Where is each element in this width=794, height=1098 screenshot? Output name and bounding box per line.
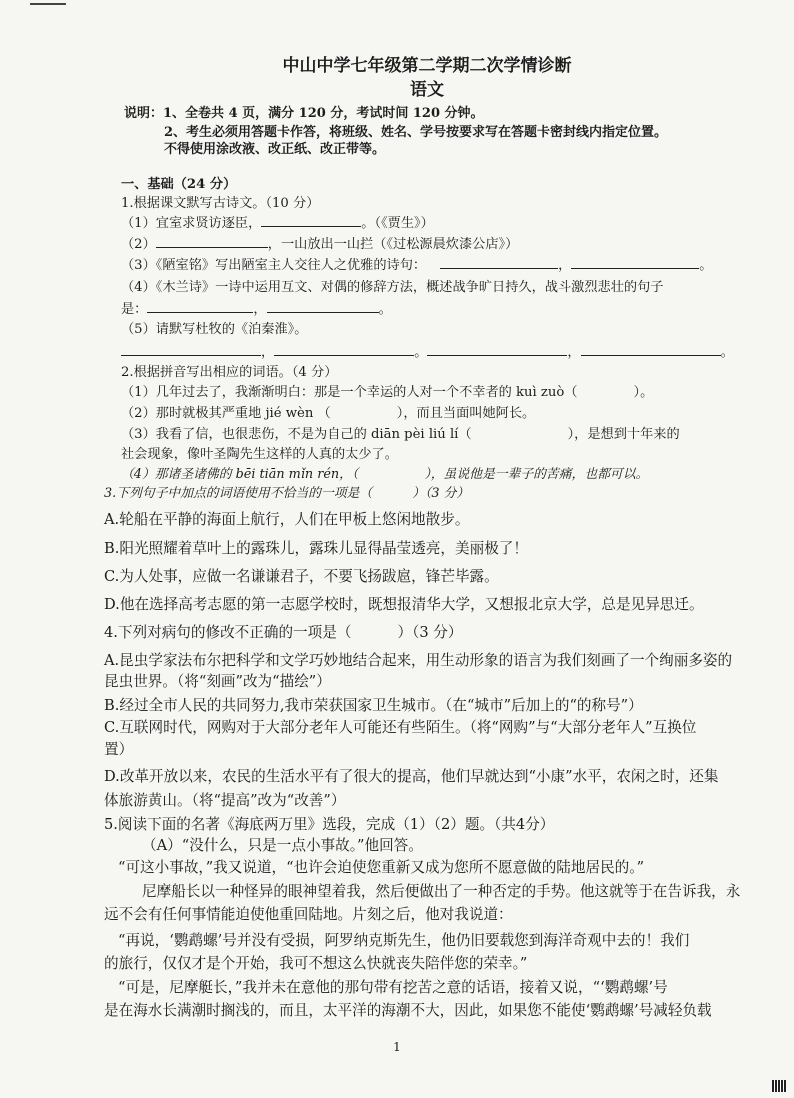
q1-item-1: （1）宜室求贤访逐臣， 。（《贾生》） (121, 216, 434, 231)
top-corner-mark (30, 0, 66, 5)
q3-option-a: A.轮船在平静的海面上航行，人们在甲板上悠闲地散步。 (104, 511, 470, 528)
q4-option-c-line1: C.互联网时代，网购对于大部分老年人可能还有些陌生。（将“网购”与“大部分老年人”互换位 (104, 719, 697, 736)
q3-option-c: C.为人处事，应做一名谦谦君子，不要飞扬跋扈，锋芒毕露。 (104, 568, 499, 585)
q1-item-5: （5）请默写杜牧的《泊秦淮》。 (121, 322, 308, 337)
q5-passage-p3-line2: 远不会有任何事情能迫使他重回陆地。片刻之后，他对我说道： (104, 906, 513, 923)
q2-item-1: （1）几年过去了，我渐渐明白：那是一个幸运的人对一个不幸者的 kuì zuò（ ）。 (121, 385, 654, 400)
q2-item-3-cont: 社会现象，像叶圣陶先生这样的人真的太少了。 (121, 447, 398, 462)
q5-passage-p5-line1: “可是，尼摩艇长，”我并未在意他的那句带有挖苦之意的话语，接着又说，“‘鹦鹉螺’号 (118, 979, 668, 996)
q2-stem: 2.根据拼音写出相应的词语。（4 分） (121, 365, 338, 380)
q4-option-d-line2: 体旅游黄山。（将“提高”改为“改善”） (104, 792, 346, 809)
q5-passage-p1: （A）“没什么，只是一点小事故。”他回答。 (142, 837, 423, 854)
q4-option-c-line2: 置） (104, 741, 134, 758)
q3-option-d: D.他在选择高考志愿的第一志愿学校时，既想报清华大学，又想报北京大学，总是见异思迁。 (104, 596, 704, 613)
q2-item-3: （3）我看了信，也很悲伤，不是为自己的 diān pèi liú lí（ ），是想到十年来的 (121, 427, 680, 442)
exam-title: 中山中学七年级第二学期二次学情诊断 (282, 56, 572, 76)
q4-option-b: B.经过全市人民的共同努力,我市荣获国家卫生城市。（在“城市”后加上的“的称号”） (104, 697, 643, 714)
page-number: 1 (393, 1040, 401, 1054)
q3-stem: 3.下列句子中加点的词语使用不恰当的一项是（ ）（3 分） (104, 486, 470, 501)
q2-item-4: （4）那诸圣诸佛的 bēi tiān mǐn rén，（ ），虽说他是一辈子的苦痛，也都可以。 (121, 467, 649, 482)
q1-item-4: （4）《木兰诗》一诗中运用互文、对偶的修辞方法，概述战争旷日持久，战斗激烈悲壮的句子 (121, 280, 664, 295)
note-line-1: 说明：1、全卷共 4 页，满分 120 分，考试时间 120 分钟。 (124, 106, 484, 121)
q1-item-4-answer: 是： ， 。 (121, 302, 392, 317)
q4-option-a-line2: 昆虫世界。（将“刻画”改为“描绘”） (104, 673, 331, 690)
exam-subject: 语文 (410, 80, 444, 100)
q5-passage-p3-line1: 尼摩船长以一种怪异的眼神望着我，然后便做出了一种否定的手势。他这就等于在告诉我，永 (142, 883, 741, 900)
q4-option-d-line1: D.改革开放以来，农民的生活水平有了很大的提高，他们早就达到“小康”水平，农闲之时，还集 (104, 768, 719, 785)
q1-item-2: （2） ，一山放出一山拦（《过松源晨炊漆公店》） (121, 237, 519, 252)
q1-item-5-answer: ， 。 ， 。 (121, 341, 734, 360)
q5-passage-p2: “可这小事故，”我又说道，“也许会迫使您重新又成为您所不愿意做的陆地居民的。” (118, 859, 645, 876)
q1-stem: 1.根据课文默写古诗文。（10 分） (121, 196, 320, 211)
q2-item-2: （2）那时就极其严重地 jié wèn （ ），而且当面叫她阿长。 (121, 406, 536, 421)
q5-passage-p5-line2: 是在海水长满潮时搁浅的，而且，太平洋的海潮不大，因此，如果您不能使‘鹦鹉螺’号减轻负载 (104, 1002, 712, 1019)
qr-code-icon (772, 1080, 786, 1092)
q5-passage-p4-line2: 的旅行，仅仅才是个开始，我可不想这么快就丧失陪伴您的荣幸。” (104, 955, 528, 972)
q4-stem: 4.下列对病句的修改不正确的一项是（ ）（3 分） (104, 624, 463, 641)
q4-option-a-line1: A.昆虫学家法布尔把科学和文学巧妙地结合起来，用生动形象的语言为我们刻画了一个绚丽多姿的 (104, 652, 733, 669)
q3-option-b: B.阳光照耀着草叶上的露珠儿，露珠儿显得晶莹透亮，美丽极了！ (104, 540, 528, 557)
q1-item-3: （3）《陋室铭》写出陋室主人交往人之优雅的诗句： ， 。 (121, 258, 713, 273)
note-line-3: 不得使用涂改液、改正纸、改正带等。 (164, 142, 386, 157)
q5-stem: 5.阅读下面的名著《海底两万里》选段，完成（1）（2）题。（共4分） (104, 816, 555, 833)
note-line-2: 2、考生必须用答题卡作答，将班级、姓名、学号按要求写在答题卡密封线内指定位置。 (164, 125, 668, 140)
section-heading: 一、基础（24 分） (121, 177, 237, 192)
q5-passage-p4-line1: “再说，‘鹦鹉螺’号并没有受损，阿罗纳克斯先生，他仍旧要载您到海洋奇观中去的！我们 (118, 932, 690, 949)
